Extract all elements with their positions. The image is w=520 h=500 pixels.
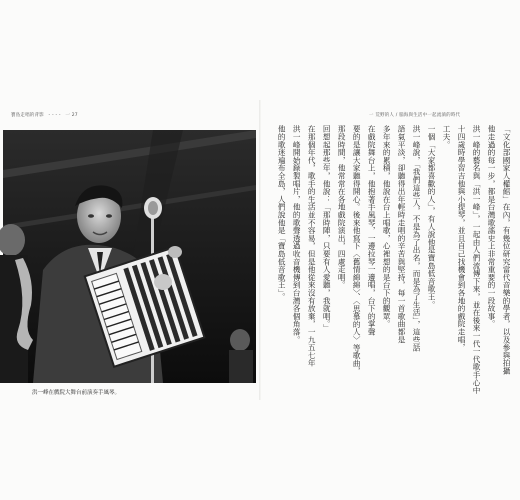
performer-photo [3,130,256,383]
text-column: 洪一峰開始錄製唱片，他的歌聲透過收音機傳到台灣各個角落。 [292,125,302,344]
text-column: 多年來的累積，他說在台上唱歌，心裡想的是台下的觀眾。 [382,125,392,328]
text-column: 在戲院舞台上，他抱著手風琴，一邊拉琴一邊唱，台下的掌聲 [367,125,377,336]
text-column: 洪一峰說，「我們這些人，不是為了出名，而是為了生活」，這些話 [412,125,422,352]
text-column: 那段時間，他常常在各地戲院演出，四處走唱。 [337,125,347,289]
vertical-text-block [275,125,511,395]
photo-caption: 洪一峰在戲院大舞台前演奏手風琴。 [32,390,121,396]
text-column: 「文化部國家人權館」在內，有幾位研究當代音樂的學者，以及參與拍攝 [502,125,511,375]
text-column: 回想起那些年，他說：「那時陣，只要有人愛聽，我就唱。」 [322,125,332,332]
text-column: 一個「大家都喜歡的人」，有人說他是寶島低音歌王。 [427,125,437,309]
book-gutter [259,100,261,400]
text-column: 工夫。 [442,125,452,149]
text-column: 要的是讓大家聽得開心。後來他寫下〈舊情綿綿〉、〈思慕的人〉等歌曲， [352,125,362,375]
text-column: 洪一峰的藝名與「洪一峰」，一起由人們流傳下來，並在後來一代一代歌手心中 [472,125,482,395]
left-running-title: 寶島走唱的背影 [11,113,44,118]
text-column: 語氣平淡，卻聽得出年輕時走唱的辛苦與堅持，每一首歌曲都是 [397,125,407,344]
text-column: 在那個年代，歌手的生活並不容易，但是他從來沒有放棄，一九五七年 [307,125,317,367]
left-page-number: 一 27 [65,113,78,118]
text-column: 他走過的每一步，都是台灣歌謠史上非常重要的一段故事。 [487,125,497,328]
left-page-header: 寶島走唱的背影 - - - - 一 27 [11,113,78,118]
right-page-header: 一 荒野的人 / 腦海與生活中一起流淌的時代 [369,113,461,118]
text-column: 十四歲時學習吉他與小提琴，並且自己找機會到各地的戲院走唱， [457,125,467,352]
text-column: 他的歌迷遍布全島，人們說他是「寶島低音歌王」。 [277,125,287,301]
